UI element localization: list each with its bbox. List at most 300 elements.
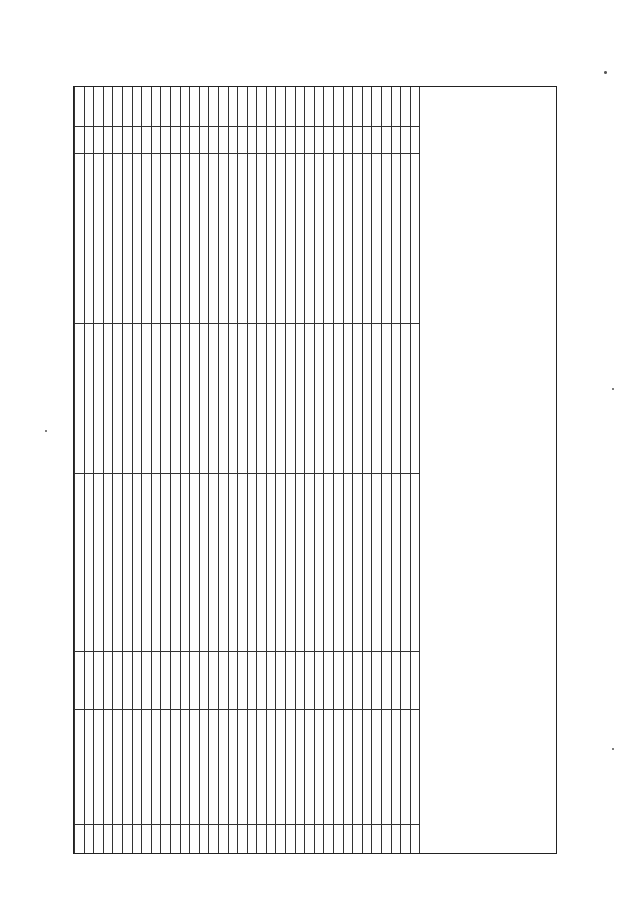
table-cell [314, 324, 324, 474]
table-cell [170, 825, 180, 855]
table-cell [228, 474, 238, 652]
table-cell [209, 825, 219, 855]
table-cell [401, 87, 411, 127]
table-cell [122, 474, 132, 652]
table-cell [218, 474, 228, 652]
table-cell [286, 474, 296, 652]
table-cell [353, 710, 363, 825]
table-cell [391, 825, 401, 855]
table-cell [324, 127, 334, 154]
table-cell [190, 652, 200, 710]
table-cell [362, 652, 372, 710]
table-cell [343, 127, 353, 154]
table-cell [372, 324, 382, 474]
table-cell [410, 825, 420, 855]
table-cell [314, 87, 324, 127]
table-cell [199, 87, 209, 127]
table-cell [353, 474, 363, 652]
table-cell [142, 474, 152, 652]
table-cell [132, 127, 142, 154]
table-row [142, 87, 152, 855]
table-row [295, 87, 305, 855]
table-cell [151, 474, 161, 652]
table-cell [276, 652, 286, 710]
table-cell [257, 324, 267, 474]
table-cell [353, 127, 363, 154]
table-cell [84, 825, 94, 855]
table-cell [401, 825, 411, 855]
table-row [199, 87, 209, 855]
table-row [94, 87, 104, 855]
table-cell [132, 710, 142, 825]
table-cell [372, 652, 382, 710]
table-cell [276, 474, 286, 652]
table-cell [84, 127, 94, 154]
table-cell [190, 127, 200, 154]
table-cell [247, 127, 257, 154]
table-cell [295, 127, 305, 154]
table-cell [190, 154, 200, 324]
table-cell [103, 474, 113, 652]
table-cell [247, 324, 257, 474]
table-row [190, 87, 200, 855]
table-cell [190, 710, 200, 825]
table-cell [334, 87, 344, 127]
table-cell [94, 324, 104, 474]
table-cell [334, 154, 344, 324]
table-cell [247, 474, 257, 652]
table-cell [410, 652, 420, 710]
table-cell [382, 127, 392, 154]
table-cell [103, 710, 113, 825]
table-cell [343, 87, 353, 127]
table-cell [113, 324, 123, 474]
table-cell [161, 710, 171, 825]
table-cell [238, 87, 248, 127]
table-cell [372, 154, 382, 324]
table-cell [103, 324, 113, 474]
table-cell [161, 324, 171, 474]
table-cell [266, 710, 276, 825]
data-table [74, 86, 420, 854]
table-cell [286, 652, 296, 710]
table-cell [142, 87, 152, 127]
table-cell [151, 652, 161, 710]
table-cell [334, 127, 344, 154]
table-cell [103, 87, 113, 127]
table-row [305, 87, 315, 855]
table-cell [382, 87, 392, 127]
table-cell [353, 652, 363, 710]
table-cell [142, 127, 152, 154]
table-cell [410, 710, 420, 825]
table-cell [401, 127, 411, 154]
table-cell [238, 324, 248, 474]
table-cell [343, 825, 353, 855]
table-row [343, 87, 353, 855]
table-cell [170, 87, 180, 127]
table-cell [218, 825, 228, 855]
table-cell [228, 127, 238, 154]
table-cell [161, 127, 171, 154]
table-cell [190, 474, 200, 652]
table-cell [190, 825, 200, 855]
table-cell [295, 710, 305, 825]
table-cell [199, 324, 209, 474]
table-cell [238, 127, 248, 154]
table-cell [218, 652, 228, 710]
table-cell [362, 154, 372, 324]
table-cell [410, 127, 420, 154]
table-cell [209, 710, 219, 825]
table-cell [286, 825, 296, 855]
table-cell [247, 825, 257, 855]
table-cell [410, 474, 420, 652]
table-cell [238, 825, 248, 855]
table-row [228, 87, 238, 855]
table-cell [266, 127, 276, 154]
table-cell [391, 324, 401, 474]
table-cell [410, 87, 420, 127]
table-cell [75, 710, 85, 825]
table-cell [314, 652, 324, 710]
table-cell [75, 154, 85, 324]
table-cell [75, 127, 85, 154]
table-cell [84, 87, 94, 127]
table-cell [305, 154, 315, 324]
table-cell [132, 825, 142, 855]
table-cell [84, 710, 94, 825]
table-cell [238, 154, 248, 324]
table-cell [324, 87, 334, 127]
table-cell [391, 710, 401, 825]
table-cell [382, 154, 392, 324]
table-cell [84, 474, 94, 652]
table-cell [382, 825, 392, 855]
table-cell [122, 710, 132, 825]
table-cell [170, 154, 180, 324]
table-cell [122, 324, 132, 474]
table-cell [343, 324, 353, 474]
table-cell [151, 825, 161, 855]
table-cell [180, 652, 190, 710]
table-cell [94, 474, 104, 652]
table-cell [305, 652, 315, 710]
table-cell [142, 825, 152, 855]
table-row [391, 87, 401, 855]
table-cell [75, 324, 85, 474]
table-cell [247, 652, 257, 710]
table-cell [257, 710, 267, 825]
table-row [180, 87, 190, 855]
table-cell [228, 710, 238, 825]
table-cell [161, 825, 171, 855]
table-cell [209, 324, 219, 474]
rotated-data-table-frame [73, 86, 557, 854]
table-cell [142, 324, 152, 474]
table-row [266, 87, 276, 855]
table-cell [142, 710, 152, 825]
table-row [401, 87, 411, 855]
table-cell [228, 154, 238, 324]
table-cell [209, 154, 219, 324]
table-cell [295, 324, 305, 474]
table-cell [103, 652, 113, 710]
table-cell [314, 127, 324, 154]
table-row [75, 87, 85, 855]
table-cell [295, 154, 305, 324]
table-cell [247, 87, 257, 127]
table-cell [286, 87, 296, 127]
table-cell [276, 825, 286, 855]
table-cell [84, 652, 94, 710]
table-cell [266, 324, 276, 474]
table-cell [199, 474, 209, 652]
table-body [75, 87, 420, 855]
table-cell [199, 127, 209, 154]
table-cell [199, 652, 209, 710]
table-cell [94, 652, 104, 710]
table-cell [180, 825, 190, 855]
table-cell [75, 474, 85, 652]
table-cell [266, 474, 276, 652]
table-row [103, 87, 113, 855]
table-cell [113, 474, 123, 652]
table-cell [84, 154, 94, 324]
table-cell [343, 710, 353, 825]
table-cell [94, 127, 104, 154]
table-cell [334, 825, 344, 855]
table-cell [161, 652, 171, 710]
table-cell [276, 324, 286, 474]
table-cell [391, 87, 401, 127]
table-cell [228, 87, 238, 127]
table-row [314, 87, 324, 855]
table-cell [151, 127, 161, 154]
table-cell [372, 710, 382, 825]
table-row [372, 87, 382, 855]
table-cell [276, 127, 286, 154]
table-cell [218, 87, 228, 127]
scan-speck [45, 430, 47, 432]
table-cell [305, 825, 315, 855]
table-cell [353, 87, 363, 127]
table-cell [180, 127, 190, 154]
table-cell [401, 652, 411, 710]
table-cell [199, 710, 209, 825]
table-cell [410, 154, 420, 324]
table-cell [295, 652, 305, 710]
table-cell [305, 127, 315, 154]
table-row [324, 87, 334, 855]
table-cell [151, 710, 161, 825]
table-cell [305, 710, 315, 825]
table-cell [372, 825, 382, 855]
table-cell [362, 710, 372, 825]
table-cell [199, 154, 209, 324]
table-cell [257, 154, 267, 324]
table-cell [113, 710, 123, 825]
table-row [362, 87, 372, 855]
table-cell [343, 154, 353, 324]
table-cell [286, 154, 296, 324]
table-row [410, 87, 420, 855]
table-cell [276, 710, 286, 825]
table-cell [113, 87, 123, 127]
table-cell [218, 127, 228, 154]
scan-speck [604, 71, 607, 74]
table-cell [103, 825, 113, 855]
table-cell [218, 710, 228, 825]
table-row [209, 87, 219, 855]
table-cell [324, 825, 334, 855]
table-cell [142, 154, 152, 324]
table-cell [305, 474, 315, 652]
table-cell [161, 87, 171, 127]
table-cell [257, 652, 267, 710]
table-cell [353, 154, 363, 324]
table-cell [170, 710, 180, 825]
scan-speck [612, 388, 614, 390]
table-cell [372, 127, 382, 154]
table-cell [151, 154, 161, 324]
table-cell [209, 87, 219, 127]
table-cell [132, 652, 142, 710]
table-row [276, 87, 286, 855]
table-row [132, 87, 142, 855]
table-cell [324, 652, 334, 710]
table-cell [170, 652, 180, 710]
table-cell [103, 154, 113, 324]
table-cell [238, 652, 248, 710]
table-cell [122, 87, 132, 127]
table-cell [228, 324, 238, 474]
table-cell [180, 710, 190, 825]
table-row [238, 87, 248, 855]
table-cell [401, 710, 411, 825]
table-cell [314, 154, 324, 324]
table-cell [180, 324, 190, 474]
table-cell [228, 652, 238, 710]
table-cell [391, 474, 401, 652]
table-row [257, 87, 267, 855]
table-cell [190, 87, 200, 127]
table-cell [257, 87, 267, 127]
table-cell [295, 87, 305, 127]
table-cell [132, 87, 142, 127]
table-cell [382, 710, 392, 825]
table-cell [382, 652, 392, 710]
table-cell [122, 154, 132, 324]
table-cell [391, 154, 401, 324]
table-cell [113, 825, 123, 855]
table-cell [94, 87, 104, 127]
table-cell [334, 710, 344, 825]
table-row [113, 87, 123, 855]
table-cell [266, 154, 276, 324]
table-cell [372, 474, 382, 652]
table-cell [353, 324, 363, 474]
table-cell [180, 474, 190, 652]
table-cell [94, 710, 104, 825]
table-cell [122, 127, 132, 154]
table-cell [113, 127, 123, 154]
table-cell [132, 324, 142, 474]
table-cell [276, 87, 286, 127]
table-cell [362, 87, 372, 127]
table-cell [75, 825, 85, 855]
table-cell [362, 127, 372, 154]
table-cell [75, 652, 85, 710]
table-cell [257, 127, 267, 154]
table-cell [238, 474, 248, 652]
table-cell [94, 154, 104, 324]
table-cell [266, 652, 276, 710]
table-cell [266, 87, 276, 127]
table-row [170, 87, 180, 855]
table-cell [103, 127, 113, 154]
table-row [151, 87, 161, 855]
table-cell [161, 154, 171, 324]
table-cell [209, 652, 219, 710]
table-cell [334, 652, 344, 710]
table-cell [199, 825, 209, 855]
table-cell [362, 825, 372, 855]
table-cell [410, 324, 420, 474]
table-cell [132, 474, 142, 652]
table-cell [218, 324, 228, 474]
table-cell [314, 825, 324, 855]
table-cell [334, 324, 344, 474]
table-cell [132, 154, 142, 324]
table-cell [324, 474, 334, 652]
scan-speck [612, 748, 614, 750]
table-cell [382, 324, 392, 474]
table-cell [228, 825, 238, 855]
table-cell [170, 127, 180, 154]
table-cell [334, 474, 344, 652]
table-cell [324, 154, 334, 324]
table-cell [247, 710, 257, 825]
table-cell [218, 154, 228, 324]
table-cell [209, 127, 219, 154]
table-cell [161, 474, 171, 652]
table-cell [122, 652, 132, 710]
table-cell [276, 154, 286, 324]
table-cell [314, 474, 324, 652]
table-cell [401, 324, 411, 474]
table-cell [247, 154, 257, 324]
table-row [161, 87, 171, 855]
table-cell [257, 474, 267, 652]
rotated-table-container [74, 87, 557, 854]
table-cell [401, 154, 411, 324]
table-row [382, 87, 392, 855]
table-cell [362, 474, 372, 652]
table-cell [122, 825, 132, 855]
table-cell [94, 825, 104, 855]
table-cell [362, 324, 372, 474]
table-row [122, 87, 132, 855]
table-cell [343, 474, 353, 652]
table-cell [75, 87, 85, 127]
table-cell [382, 474, 392, 652]
table-cell [113, 652, 123, 710]
table-cell [305, 324, 315, 474]
table-cell [391, 127, 401, 154]
table-cell [324, 710, 334, 825]
table-cell [180, 87, 190, 127]
